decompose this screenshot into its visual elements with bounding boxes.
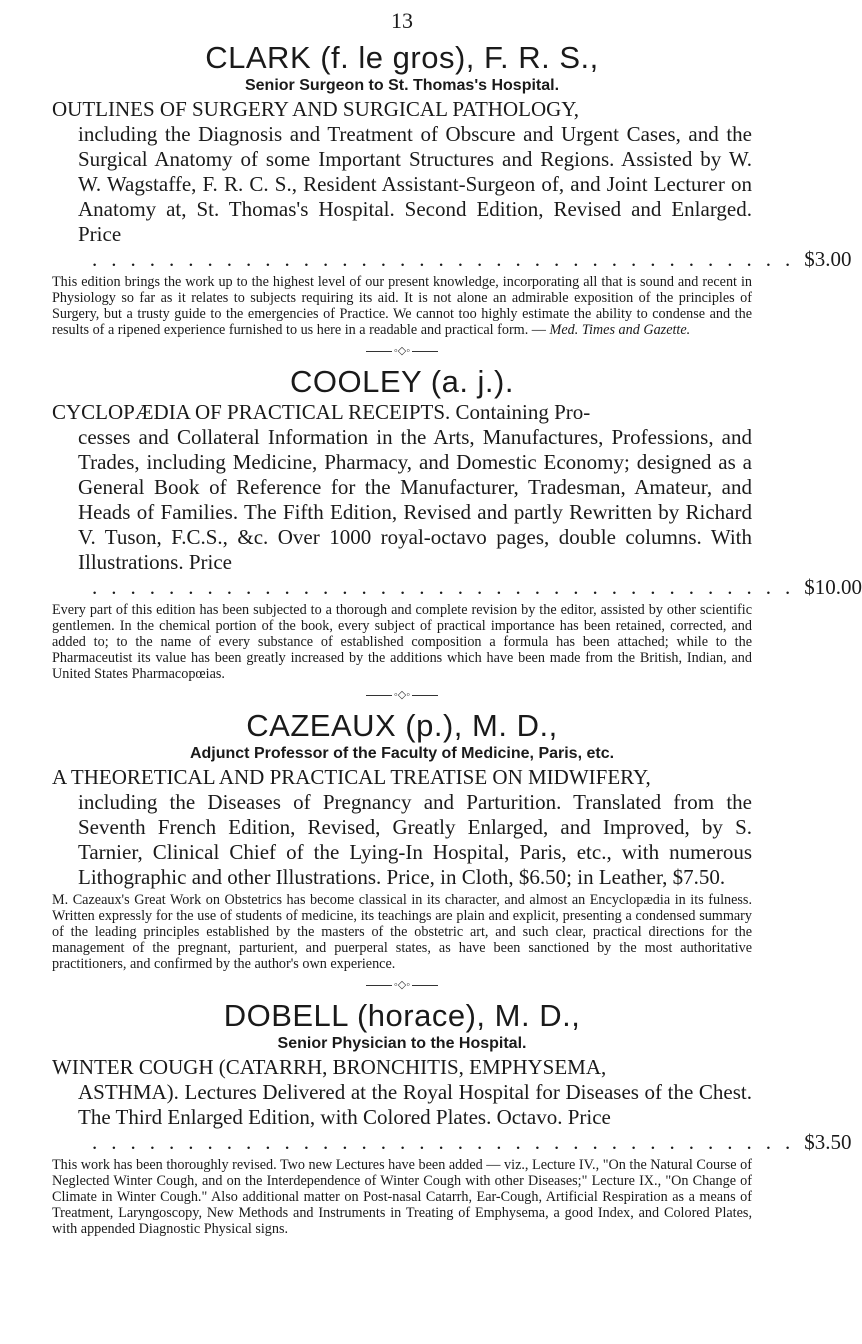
book-title: OUTLINES OF SURGERY AND SURGICAL PATHOLOGY, xyxy=(52,97,580,121)
book-title: A THEORETICAL AND PRACTICAL TREATISE ON MIDWIFERY, xyxy=(52,765,651,789)
author-heading: CAZEAUX (p.), M. D., xyxy=(246,708,558,743)
review-source: Med. Times and Gazette. xyxy=(549,322,691,338)
catalog-entry-cazeaux xyxy=(52,708,752,972)
catalog-entry-clark xyxy=(52,40,852,338)
price-row xyxy=(52,1130,852,1155)
author-affiliation: Senior Physician to the Hospital. xyxy=(277,1035,527,1052)
review-text: Every part of this edition has been subjected to a thorough and complete revision by the editor, assisted by other scientific gentlemen. In the chemical portion of the book, every subject of practical importance has been retained, corrected, and added to; to the name of every substance of established composition a formula has been attached; while to the Pharmaceutist its value has been greatly increased by the additions which have been made from the British, Indian, and United States Pharmacopœias. xyxy=(52,602,752,682)
book-title: WINTER COUGH (CATARRH, BRONCHITIS, EMPHYSEMA, xyxy=(52,1055,607,1079)
catalog-entry-cooley xyxy=(52,364,862,682)
review-text xyxy=(52,274,752,338)
book-title: CYCLOPÆDIA OF PRACTICAL RECEIPTS. Containing Pro- xyxy=(52,400,591,424)
price-leader: ..................................... xyxy=(92,1130,805,1154)
review-body: This edition brings the work up to the highest level of our present knowledge, incorporating all that is sound and recent in Physiology so far as it relates to subjects requiring its aid. It is not alone an admirable exposition of the principles of Surgery, but a trusty guide to the emergencies of Practice. We cannot too highly estimate the ability to condense and the results of a ripened experience furnished to us here in a readable and practical form. — xyxy=(52,274,752,338)
author-heading: COOLEY (a. j.). xyxy=(290,364,514,399)
review-text: This work has been thoroughly revised. Two new Lectures have been added — viz., Lecture IV., "On the Natural Course of Neglected Winter Cough, and on the Interdependence of Winter Cough with other Diseases;" Lecture IX., "On Change of Climate in Winter Cough." Also additional matter on Post-nasal Catarrh, Ear-Cough, Artificial Respiration as a means of Treatment, Laryngoscopy, New Methods and Instruments in Treating of Emphysema, a good Index, and Colored Plates, with appended Diagnostic Physical signs. xyxy=(52,1157,752,1237)
book-price: $3.50 xyxy=(804,1130,852,1154)
book-price: $3.00 xyxy=(804,247,852,271)
review-text: M. Cazeaux's Great Work on Obstetrics has become classical in its character, and almost an Encyclopædia in its fulness. Written expressly for the use of students of medicine, its teachings are plain and explicit, presenting a condensed summary of the leading principles established by the masters of the obstetric art, and such clear, practical directions for the management of the pregnant, parturient, and puerperal states, as have been sanctioned by the most authoritative practitioners, and confirmed by the author's own experience. xyxy=(52,892,752,972)
book-description: including the Diagnosis and Treatment of Obscure and Urgent Cases, and the Surgical Anatomy of some Important Structures and Regions. Assisted by W. W. Wagstaffe, F. R. C. S., Resident Assistant-Surgeon of, and Joint Lecturer on Anatomy at, St. Thomas's Hospital. Second Edition, Revised and Enlarged. Price xyxy=(78,122,752,246)
author-heading: DOBELL (horace), M. D., xyxy=(223,998,581,1033)
author-heading: CLARK (f. le gros), F. R. S., xyxy=(205,40,599,75)
section-divider: ◦◇◦ xyxy=(52,682,752,708)
author-affiliation: Senior Surgeon to St. Thomas's Hospital. xyxy=(244,77,560,94)
book-description: cesses and Collateral Information in the Arts, Manufactures, Professions, and Trades, including Medicine, Pharmacy, and Domestic Economy; designed as a General Book of Reference for the Manufacturer, Tradesman, Amateur, and Heads of Families. The Fifth Edition, Revised and partly Rewritten by Richard V. Tuson, F.C.S., &c. Over 1000 royal-octavo pages, double columns. With Illustrations. Price xyxy=(78,425,752,574)
page-number: 13 xyxy=(391,8,413,33)
price-row xyxy=(52,575,862,600)
book-description: ASTHMA). Lectures Delivered at the Royal Hospital for Diseases of the Chest. The Third Enlarged Edition, with Colored Plates. Octavo. Price xyxy=(78,1080,752,1129)
catalog-entry-dobell xyxy=(52,998,852,1237)
price-leader: ..................................... xyxy=(92,575,805,599)
section-divider: ◦◇◦ xyxy=(52,972,752,998)
book-price: $10.00 xyxy=(804,575,862,599)
book-description: including the Diseases of Pregnancy and Parturition. Translated from the Seventh French Edition, Revised, Greatly Enlarged, and Improved, by S. Tarnier, Clinical Chief of the Lying-In Hospital, Paris, etc., with numerous Lithographic and other Illustrations. Price, in Cloth, $6.50; in Leather, $7.50. xyxy=(78,790,752,889)
author-affiliation: Adjunct Professor of the Faculty of Medicine, Paris, etc. xyxy=(189,745,615,762)
price-leader: ..................................... xyxy=(92,247,805,271)
section-divider: ◦◇◦ xyxy=(52,338,752,364)
price-row xyxy=(52,247,852,272)
